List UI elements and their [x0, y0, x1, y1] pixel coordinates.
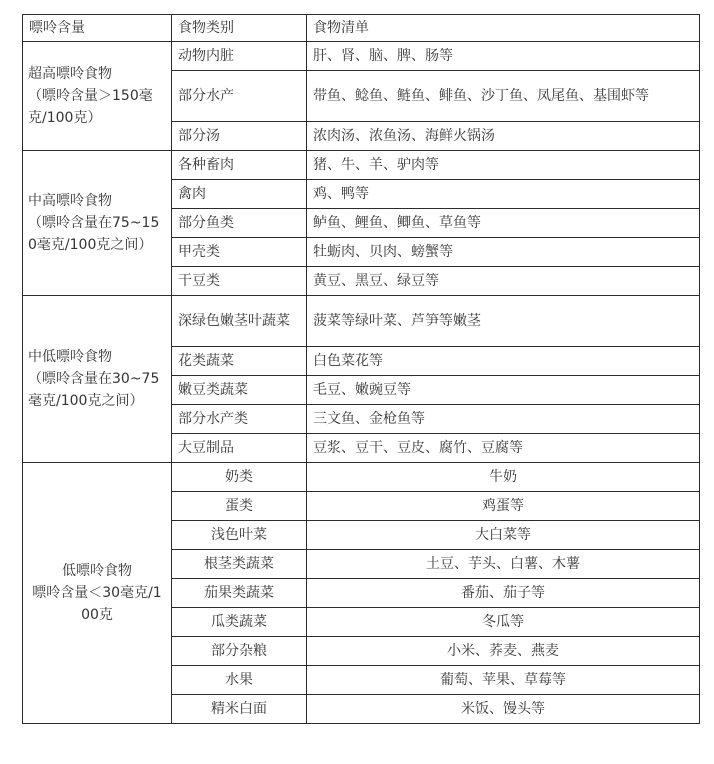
category-cell: 蛋类: [172, 492, 307, 521]
foods-cell: 葡萄、苹果、草莓等: [307, 666, 700, 695]
category-cell: 精米白面: [172, 695, 307, 724]
category-cell: 各种畜肉: [172, 151, 307, 180]
table-row: [23, 151, 700, 180]
foods-cell: 浓肉汤、浓鱼汤、海鲜火锅汤: [307, 122, 700, 151]
category-cell: 禽肉: [172, 180, 307, 209]
foods-cell: 豆浆、豆干、豆皮、腐竹、豆腐等: [307, 434, 700, 463]
category-cell: 奶类: [172, 463, 307, 492]
category-cell: 花类蔬菜: [172, 347, 307, 376]
foods-cell: 三文鱼、金枪鱼等: [307, 405, 700, 434]
category-cell: 部分鱼类: [172, 209, 307, 238]
foods-cell: 冬瓜等: [307, 608, 700, 637]
category-cell: 部分汤: [172, 122, 307, 151]
foods-cell: 土豆、芋头、白薯、木薯: [307, 550, 700, 579]
foods-cell: 白色菜花等: [307, 347, 700, 376]
group-label-range: 嘌呤含量＜30毫克/100克: [32, 585, 162, 623]
category-cell: 动物内脏: [172, 42, 307, 71]
group-label-title: 超高嘌呤食物: [28, 66, 112, 82]
foods-cell: 黄豆、黑豆、绿豆等: [307, 267, 700, 296]
header-purine-content: 嘌呤含量: [23, 15, 172, 42]
category-cell: 嫩豆类蔬菜: [172, 376, 307, 405]
foods-cell: 鲈鱼、鲤鱼、鲫鱼、草鱼等: [307, 209, 700, 238]
category-cell: 水果: [172, 666, 307, 695]
foods-cell: 猪、牛、羊、驴肉等: [307, 151, 700, 180]
category-cell: 深绿色嫩茎叶蔬菜: [172, 296, 307, 347]
category-cell: 大豆制品: [172, 434, 307, 463]
group-label-range: （嘌呤含量在30~75毫克/100克之间）: [28, 371, 160, 409]
table-row: [23, 463, 700, 492]
foods-cell: 牛奶: [307, 463, 700, 492]
table-row: [23, 296, 700, 347]
purine-food-table: [22, 14, 700, 724]
foods-cell: 大白菜等: [307, 521, 700, 550]
foods-cell: 菠菜等绿叶菜、芦笋等嫩茎: [307, 296, 700, 347]
group-label-title: 中低嘌呤食物: [28, 349, 112, 365]
category-cell: 茄果类蔬菜: [172, 579, 307, 608]
foods-cell: 鸡、鸭等: [307, 180, 700, 209]
group-label-ultra-high: [23, 42, 172, 151]
group-label-range: （嘌呤含量＞150毫克/100克）: [28, 88, 153, 126]
foods-cell: 牡蛎肉、贝肉、螃蟹等: [307, 238, 700, 267]
foods-cell: 肝、肾、脑、脾、肠等: [307, 42, 700, 71]
category-cell: 瓜类蔬菜: [172, 608, 307, 637]
header-food-list: 食物清单: [307, 15, 700, 42]
category-cell: 甲壳类: [172, 238, 307, 267]
header-food-category: 食物类别: [172, 15, 307, 42]
group-label-mid-high: [23, 151, 172, 296]
foods-cell: 米饭、馒头等: [307, 695, 700, 724]
category-cell: 部分水产: [172, 71, 307, 122]
foods-cell: 番茄、茄子等: [307, 579, 700, 608]
group-label-mid-low: [23, 296, 172, 463]
table-row: [23, 42, 700, 71]
category-cell: 根茎类蔬菜: [172, 550, 307, 579]
group-label-title: 中高嘌呤食物: [28, 193, 112, 209]
foods-cell: 带鱼、鲶鱼、鲢鱼、鲱鱼、沙丁鱼、凤尾鱼、基围虾等: [307, 71, 700, 122]
category-cell: 部分杂粮: [172, 637, 307, 666]
foods-cell: 鸡蛋等: [307, 492, 700, 521]
group-label-range: （嘌呤含量在75~150毫克/100克之间）: [28, 215, 160, 253]
foods-cell: 小米、荞麦、燕麦: [307, 637, 700, 666]
category-cell: 浅色叶菜: [172, 521, 307, 550]
category-cell: 干豆类: [172, 267, 307, 296]
category-cell: 部分水产类: [172, 405, 307, 434]
group-label-low: [23, 463, 172, 724]
group-label-title: 低嘌呤食物: [62, 563, 132, 579]
header-row: [23, 15, 700, 42]
foods-cell: 毛豆、嫩豌豆等: [307, 376, 700, 405]
